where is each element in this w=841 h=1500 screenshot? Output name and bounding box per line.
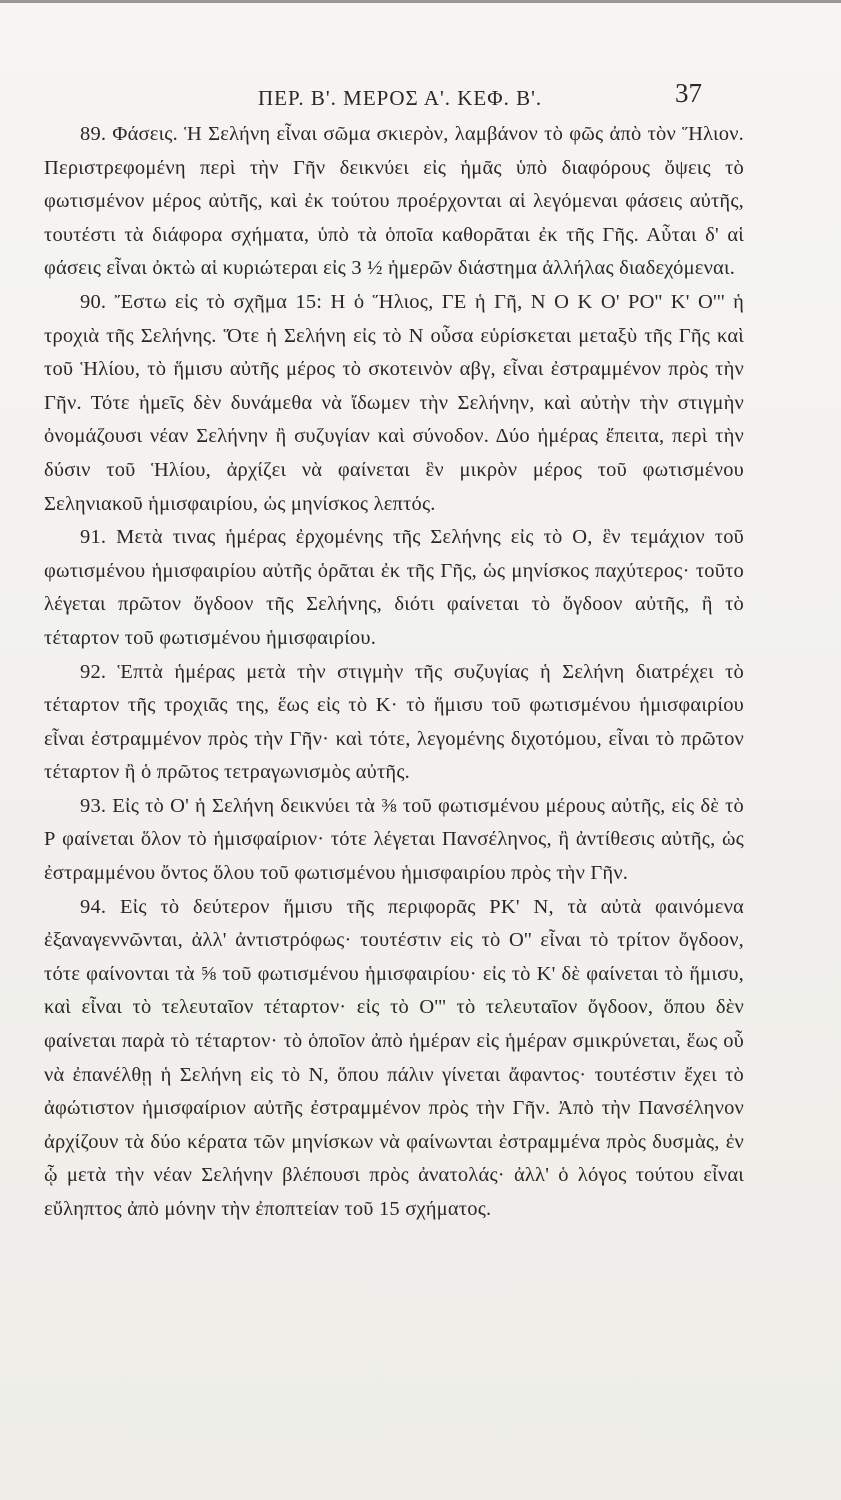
page-header bbox=[0, 78, 841, 118]
paragraph-94: 94. Εἰς τὸ δεύτερον ἥμισυ τῆς περιφορᾶς ΡΚ' Ν, τὰ αὐτὰ φαινόμενα ἐξαναγεννῶνται, ἀλλ' ἀντιστρόφως· τουτέστιν εἰς τὸ Ο'' εἶναι τὸ τρίτον ὄγδοον, τότε φαίνονται τὰ ⅝ τοῦ φωτισμένου ἡμισφαιρίου· εἰς τὸ Κ' δὲ φαίνεται τὸ ἥμισυ, καὶ εἶναι τὸ τελευταῖον τέταρτον· εἰς τὸ Ο''' τὸ τελευταῖον ὄγδοον, ὅπου δὲν φαίνεται παρὰ τὸ τέταρτον· τὸ ὁποῖον ἀπὸ ἡμέραν εἰς ἡμέραν σμικρύνεται, ἕως οὗ νὰ ἐπανέλθῃ ἡ Σελήνη εἰς τὸ Ν, ὅπου πάλιν γίνεται ἄφαντος· τουτέστιν ἔχει τὸ ἀφώτιστον ἡμισφαίριον αὐτῆς ἐστραμμένον πρὸς τὴν Γῆν. Ἀπὸ τὴν Πανσέληνον ἀρχίζουν τὰ δύο κέρατα τῶν μηνίσκων νὰ φαίνωνται ἐστραμμένα πρὸς δυσμὰς, ἐν ᾧ μετὰ τὴν νέαν Σελήνην βλέπουσι πρὸς ἀνατολάς· ἀλλ' ὁ λόγος τούτου εἶναι εὔληπτος ἀπὸ μόνην τὴν ἐποπτείαν τοῦ 15 σχήματος. bbox=[44, 895, 744, 1220]
running-head: ΠΕΡ. Β'. ΜΕΡΟΣ Α'. ΚΕΦ. Β'. bbox=[258, 86, 543, 110]
paragraph-90: 90. Ἔστω εἰς τὸ σχῆμα 15: Η ὁ Ἥλιος, ΓΕ ἡ Γῆ, Ν Ο Κ Ο' ΡΟ'' Κ' Ο''' ἡ τροχιὰ τῆς Σελήνης. Ὅτε ἡ Σελήνη εἰς τὸ Ν οὖσα εὑρίσκεται μεταξὺ τῆς Γῆς καὶ τοῦ Ἡλίου, τὸ ἥμισυ αὐτῆς μέρος τὸ σκοτεινὸν αβγ, εἶναι ἐστραμμένον πρὸς τὴν Γῆν. Τότε ἡμεῖς δὲν δυνάμεθα νὰ ἴδωμεν τὴν Σελήνην, καὶ αὐτὴν τὴν στιγμὴν ὀνομάζουσι νέαν Σελήνην ἢ συζυγίαν καὶ σύνοδον. Δύο ἡμέρας ἔπειτα, περὶ τὴν δύσιν τοῦ Ἡλίου, ἀρχίζει νὰ φαίνεται ἓν μικρὸν μέρος τοῦ φωτισμένου Σεληνιακοῦ ἡμισφαιρίου, ὡς μηνίσκος λεπτός. bbox=[44, 290, 744, 515]
paragraph-89: 89. Φάσεις. Ἡ Σελήνη εἶναι σῶμα σκιερὸν, λαμβάνον τὸ φῶς ἀπὸ τὸν Ἥλιον. Περιστρεφομένη περὶ τὴν Γῆν δεικνύει εἰς ἡμᾶς ὑπὸ διαφόρους ὄψεις τὸ φωτισμένον μέρος αὐτῆς, καὶ ἐκ τούτου προέρχονται αἱ λεγόμεναι φάσεις αὐτῆς, τουτέστι τὰ διάφορα σχήματα, ὑπὸ τὰ ὁποῖα καθορᾶται ἐκ τῆς Γῆς. Αὗται δ' αἱ φάσεις εἶναι ὀκτὼ αἱ κυριώτεραι εἰς 3 ½ ἡμερῶν διάστημα ἀλλήλας διαδεχόμεναι. bbox=[44, 123, 744, 280]
paragraph-91: 91. Μετὰ τινας ἡμέρας ἐρχομένης τῆς Σελήνης εἰς τὸ Ο, ἓν τεμάχιον τοῦ φωτισμένου ἡμισφαιρίου αὐτῆς ὁρᾶται ἐκ τῆς Γῆς, ὡς μηνίσκος παχύτερος· τοῦτο λέγεται πρῶτον ὄγδοον τῆς Σελήνης, διότι φαίνεται τὸ ὄγδοον αὐτῆς, ἢ τὸ τέταρτον τοῦ φωτισμένου ἡμισφαιρίου. bbox=[44, 526, 744, 649]
scan-edge bbox=[0, 0, 841, 3]
page-number: 37 bbox=[675, 78, 702, 108]
paragraph-92: 92. Ἑπτὰ ἡμέρας μετὰ τὴν στιγμὴν τῆς συζυγίας ἡ Σελήνη διατρέχει τὸ τέταρτον τῆς τροχιᾶς της, ἕως εἰς τὸ Κ· τὸ ἥμισυ τοῦ φωτισμένου ἡμισφαιρίου εἶναι ἐστραμμένον πρὸς τὴν Γῆν· καὶ τότε, λεγομένης διχοτόμου, εἶναι τὸ πρῶτον τέταρτον ἢ ὁ πρῶτος τετραγωνισμὸς αὐτῆς. bbox=[44, 660, 744, 784]
body-text bbox=[44, 118, 744, 1227]
paragraph-93: 93. Εἰς τὸ Ο' ἡ Σελήνη δεικνύει τὰ ⅜ τοῦ φωτισμένου μέρους αὐτῆς, εἰς δὲ τὸ Ρ φαίνεται ὅλον τὸ ἡμισφαίριον· τότε λέγεται Πανσέληνος, ἢ ἀντίθεσις αὐτῆς, ὡς ἐστραμμένου ὄντος ὅλου τοῦ φωτισμένου ἡμισφαιρίου πρὸς τὴν Γῆν. bbox=[44, 794, 744, 885]
